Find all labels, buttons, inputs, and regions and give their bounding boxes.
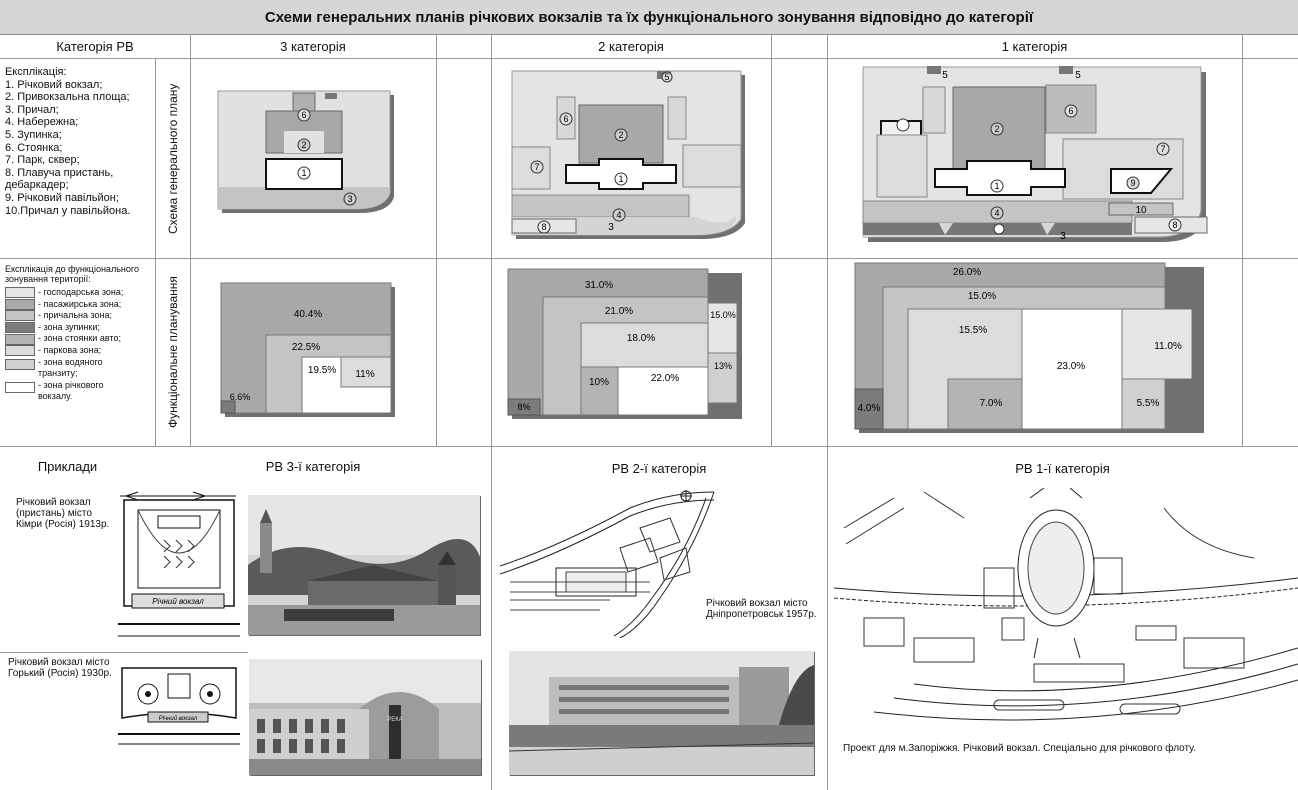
- plan-label: [344, 193, 356, 205]
- plan-label: [298, 167, 310, 179]
- zoning-value: 8%: [517, 402, 531, 412]
- plan-label: [531, 161, 543, 173]
- example-caption: Річковий вокзал місто Горький (Росія) 1930р.: [8, 657, 112, 679]
- drawing-kimry-plan: [118, 486, 240, 646]
- zone-swatch: [5, 359, 35, 370]
- zoning-value: 7.0%: [979, 398, 1003, 409]
- plan-label: [1127, 177, 1139, 189]
- explication-item: 1. Річковий вокзал;: [5, 78, 103, 91]
- svg-text:3: 3: [608, 222, 614, 233]
- svg-text:6: 6: [1068, 106, 1074, 116]
- zone-swatch: [5, 322, 35, 333]
- svg-text:7: 7: [534, 162, 540, 172]
- zone-swatch: [5, 345, 35, 356]
- grid-line: [0, 652, 248, 653]
- svg-text:2: 2: [301, 140, 307, 150]
- zoning-value: 40.4%: [293, 309, 323, 320]
- svg-text:1: 1: [618, 174, 624, 184]
- zone-label: - паркова зона;: [38, 344, 102, 355]
- row-label-functional: Функціональне планування: [166, 276, 180, 429]
- explication-item: 8. Плавуча пристань, дебаркадер;: [5, 166, 114, 192]
- svg-text:8: 8: [541, 222, 547, 232]
- example-cat2-title: РВ 2-ї категорія: [611, 460, 707, 476]
- plan-label: [991, 207, 1003, 219]
- explication-title: Експлікація:: [5, 66, 67, 78]
- explication-item: 10.Причал у павільйона.: [5, 204, 131, 217]
- zoning-item: [5, 333, 155, 345]
- zoning-value: 22.5%: [291, 342, 321, 353]
- plan-label: [662, 72, 672, 82]
- drawing-sign: Річний вокзал: [158, 716, 198, 722]
- plan-label: [991, 123, 1003, 135]
- svg-text:6: 6: [301, 110, 307, 120]
- plan-label: [991, 180, 1003, 192]
- cat1-header: 1 категорія: [827, 34, 1242, 59]
- zoning-value: 23.0%: [1056, 361, 1086, 372]
- svg-text:10: 10: [1135, 205, 1147, 216]
- page-title: Схеми генеральних планів річкових вокзалів та їх функціонального зонування відповідно до категорії: [0, 0, 1298, 35]
- zoning-value: 6.6%: [229, 392, 251, 402]
- zone-label: - зона зупинки;: [38, 321, 100, 332]
- plan-cat3: [190, 59, 436, 258]
- plan-label: [1065, 105, 1077, 117]
- plan-label: [538, 221, 550, 233]
- svg-text:2: 2: [618, 130, 624, 140]
- category-header: Категорія РВ: [0, 34, 190, 59]
- grid-line: [1242, 34, 1243, 446]
- zone-swatch: [5, 299, 35, 310]
- example-cat3-title: РВ 3-ї категорія: [265, 458, 361, 474]
- plan-label: [560, 113, 572, 125]
- zone-label: - причальна зона;: [38, 310, 113, 321]
- zone-label: - зона стоянки авто;: [38, 333, 121, 344]
- plan-label: [615, 129, 627, 141]
- explication: [5, 66, 155, 217]
- zone-swatch: [5, 382, 35, 393]
- plan-label: [298, 109, 310, 121]
- svg-text:2: 2: [994, 124, 1000, 134]
- explication-item: 6. Стоянка;: [5, 141, 63, 154]
- svg-text:6: 6: [563, 114, 569, 124]
- examples-label: Приклади: [37, 458, 98, 474]
- zoning-cat2: [491, 259, 771, 446]
- drawing-gorky-plan: [118, 660, 240, 750]
- zoning-value: 15.5%: [958, 325, 988, 336]
- cat2-header: 2 категорія: [491, 34, 771, 59]
- zone-label: - зона водяного транзиту;: [38, 356, 103, 379]
- plan-label: [615, 173, 627, 185]
- drawing-dnipro-plan: [500, 488, 722, 638]
- svg-text:3: 3: [1060, 231, 1066, 242]
- drawing-sign: Річний вокзал: [152, 597, 204, 606]
- plan-label: [1060, 231, 1066, 242]
- zoning-value: 15.0%: [710, 310, 736, 320]
- zoning-item: [5, 322, 155, 334]
- svg-text:1: 1: [301, 168, 307, 178]
- plan-label: [613, 209, 625, 221]
- example-caption: Річковий вокзал (пристань) місто Кімри (Росія) 1913р.: [16, 497, 110, 530]
- zone-label: - господарська зона;: [38, 287, 124, 297]
- plan-label: [1169, 219, 1181, 231]
- explication-item: 2. Привокзальна площа;: [5, 91, 130, 104]
- grid-line: [0, 446, 1298, 447]
- plan-label: [608, 222, 614, 233]
- svg-text:5: 5: [942, 70, 948, 81]
- svg-text:7: 7: [1160, 144, 1166, 154]
- zoning-value: 18.0%: [626, 333, 656, 344]
- plan-label: [298, 139, 310, 151]
- zone-swatch: [5, 310, 35, 321]
- zoning-item: [5, 299, 155, 311]
- zoning-value: 21.0%: [604, 306, 634, 317]
- example-caption: Проект для м.Запоріжжя. Річковий вокзал. Спеціально для річкового флоту.: [843, 743, 1196, 754]
- svg-text:5: 5: [664, 72, 670, 82]
- svg-text:4: 4: [616, 210, 622, 220]
- photo-dnipro: [509, 651, 814, 775]
- explication-item: 3. Причал;: [5, 103, 59, 116]
- cat3-header: 3 категорія: [190, 34, 436, 59]
- zoning-item: [5, 357, 155, 380]
- drawing-zaporizhzhia-plan: [834, 488, 1298, 730]
- plan-label: [1135, 205, 1147, 216]
- svg-text:8: 8: [1172, 220, 1178, 230]
- zoning-value: 26.0%: [952, 267, 982, 278]
- zoning-value: 11.0%: [1154, 341, 1182, 352]
- zoning-item: [5, 380, 155, 403]
- zoning-value: 19.5%: [307, 365, 337, 376]
- zoning-cat1: [827, 259, 1242, 446]
- zone-swatch: [5, 287, 35, 298]
- svg-text:3: 3: [347, 194, 353, 204]
- zoning-value: 13%: [713, 361, 733, 371]
- photo-gorky: [249, 659, 481, 775]
- example-caption: Річковий вокзал місто Дніпропетровськ 1957р.: [706, 598, 817, 620]
- zone-label: - пасажирська зона;: [38, 298, 122, 309]
- zoning-value: 5.5%: [1136, 398, 1160, 409]
- zoning-value: 15.0%: [967, 291, 997, 302]
- plan-label: [942, 70, 948, 81]
- zoning-legend-title: Експлікація до функціонального зонування території:: [5, 264, 139, 284]
- zoning-value: 22.0%: [650, 373, 680, 384]
- explication-item: 4. Набережна;: [5, 116, 79, 129]
- grid-line: [771, 34, 772, 446]
- explication-item: 5. Зупинка;: [5, 128, 62, 141]
- svg-text:5: 5: [1075, 70, 1081, 81]
- header-spacer: [436, 34, 491, 59]
- zoning-item: [5, 310, 155, 322]
- zone-swatch: [5, 334, 35, 345]
- zoning-item: [5, 287, 155, 299]
- grid-line: [436, 34, 437, 446]
- plan-label: [1157, 143, 1169, 155]
- svg-text:1: 1: [994, 181, 1000, 191]
- photo-kimry: [248, 495, 480, 635]
- header-spacer: [771, 34, 827, 59]
- zoning-legend: [5, 264, 155, 403]
- explication-item: 9. Річковий павільйон;: [5, 191, 119, 204]
- zone-label: - зона річкового вокзалу.: [38, 379, 104, 402]
- zoning-cat3: [190, 259, 436, 446]
- svg-text:4: 4: [994, 208, 1000, 218]
- row-label-general-plan: Схема генерального плану: [166, 83, 180, 234]
- zoning-value: 10%: [588, 377, 610, 388]
- plan-cat2: [491, 59, 771, 258]
- example-cat1-title: РВ 1-ї категорія: [1015, 460, 1110, 476]
- zoning-value: 11%: [355, 369, 375, 380]
- plan-cat1: [827, 59, 1242, 258]
- building-sign: РЕКА: [387, 717, 403, 723]
- header-spacer: [1242, 34, 1298, 59]
- zoning-value: 4.0%: [857, 403, 881, 414]
- zoning-item: [5, 345, 155, 357]
- zoning-value: 31.0%: [584, 280, 614, 291]
- svg-text:9: 9: [1130, 178, 1136, 188]
- explication-item: 7. Парк, сквер;: [5, 154, 80, 167]
- plan-label: [1075, 70, 1081, 81]
